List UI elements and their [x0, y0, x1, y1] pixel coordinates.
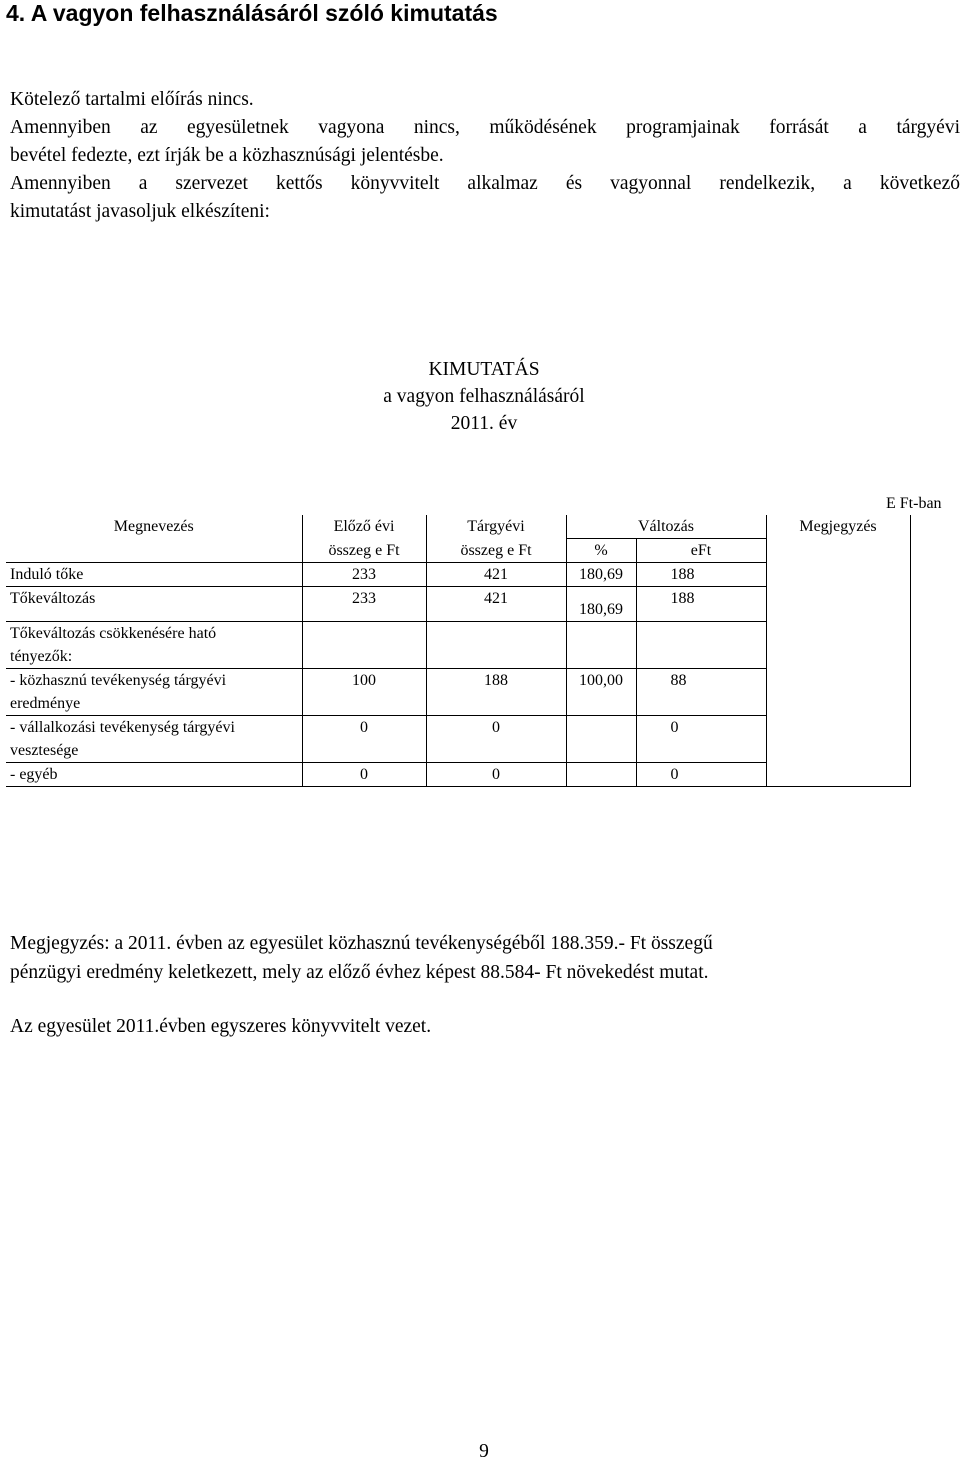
table-row [6, 669, 910, 716]
row-label: Tőkeváltozás [6, 587, 302, 622]
report-subtitle: a vagyon felhasználásáról [383, 386, 585, 407]
remark-line-2: pénzügyi eredmény keletkezett, mely az előző évhez képest 88.584- Ft növekedést mutat. [10, 962, 709, 983]
row-label [6, 622, 302, 669]
cell-eft: 0 [636, 716, 766, 763]
cell-pct: 180,69 [566, 563, 636, 587]
row-label [6, 669, 302, 716]
header-change: Változás [566, 515, 766, 539]
row-label [6, 716, 302, 763]
remark-line-3: Az egyesület 2011.évben egyszeres könyvvitelt vezet. [10, 1016, 432, 1037]
intro-para-2-line-1: Amennyiben az egyesületnek vagyona nincs, működésének programjainak forrását a tárgyévi [10, 117, 960, 138]
row-label: Induló tőke [6, 563, 302, 587]
asset-usage-table [6, 515, 911, 787]
cell-eft: 188 [636, 563, 766, 587]
header-eft: eFt [636, 539, 766, 563]
row-label-line-1: Tőkeváltozás csökkenésére ható [10, 625, 217, 642]
cell-curr: 188 [426, 669, 566, 716]
cell-eft: 88 [636, 669, 766, 716]
cell-prev: 0 [302, 716, 426, 763]
intro-para-3-line-2: kimutatást javasoljuk elkészíteni: [10, 201, 270, 222]
cell-curr: 421 [426, 563, 566, 587]
cell-curr: 0 [426, 763, 566, 787]
header-prev-2: összeg e Ft [302, 539, 426, 563]
table-row [6, 763, 910, 787]
table-subheader-row [6, 539, 910, 563]
table-row [6, 563, 910, 587]
header-curr-1: Tárgyévi [426, 515, 566, 539]
row-label-line-1: - vállalkozási tevékenység tárgyévi [10, 719, 235, 736]
header-pct: % [566, 539, 636, 563]
report-title: KIMUTATÁS [428, 359, 540, 380]
intro-para-3-line-1: Amennyiben a szervezet kettős könyvvitelt alkalmaz és vagyonnal rendelkezik, a következő [10, 173, 960, 194]
cell-prev: 0 [302, 763, 426, 787]
cell-pct: 100,00 [566, 669, 636, 716]
header-prev-1: Előző évi [302, 515, 426, 539]
table-row [6, 716, 910, 763]
row-label: - egyéb [6, 763, 302, 787]
section-heading: 4. A vagyon felhasználásáról szóló kimutatás [6, 0, 498, 26]
cell-eft: 0 [636, 763, 766, 787]
cell-prev: 233 [302, 587, 426, 622]
cell-curr: 0 [426, 716, 566, 763]
unit-note: E Ft-ban [886, 495, 942, 512]
table-header-row [6, 515, 910, 539]
row-label-line-1: - közhasznú tevékenység tárgyévi [10, 672, 227, 689]
row-label-line-2: vesztesége [10, 742, 79, 759]
row-label-line-2: tényezők: [10, 648, 73, 665]
cell-prev: 100 [302, 669, 426, 716]
cell-prev: 233 [302, 563, 426, 587]
header-remark: Megjegyzés [766, 515, 910, 539]
row-label-line-2: eredménye [10, 695, 81, 712]
cell-eft: 188 [636, 587, 766, 622]
header-curr-2: összeg e Ft [426, 539, 566, 563]
header-name: Megnevezés [113, 518, 194, 535]
page-number: 9 [479, 1441, 489, 1462]
cell-pct: 180,69 [566, 587, 636, 622]
intro-line-1: Kötelező tartalmi előírás nincs. [10, 89, 254, 110]
table-row [6, 622, 910, 669]
table-row [6, 587, 910, 622]
intro-para-2-line-2: bevétel fedezte, ezt írják be a közhasznúsági jelentésbe. [10, 145, 444, 166]
remark-line-1: Megjegyzés: a 2011. évben az egyesület közhasznú tevékenységéből 188.359.- Ft összegű [10, 933, 713, 954]
report-year: 2011. év [450, 413, 518, 434]
cell-curr: 421 [426, 587, 566, 622]
